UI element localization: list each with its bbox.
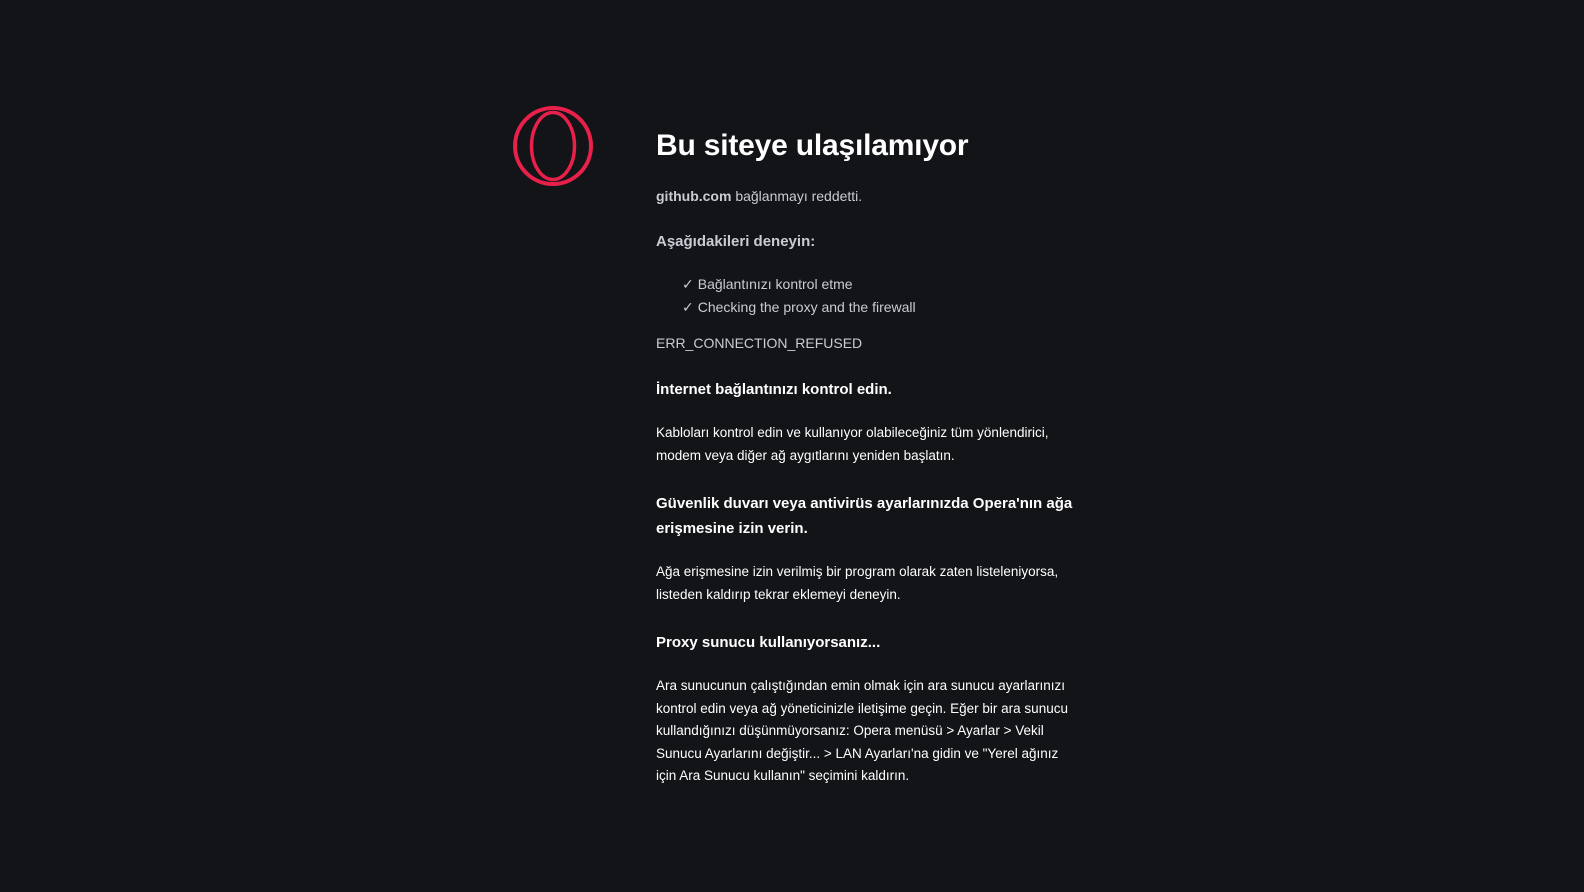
suggestion-label: Bağlantınızı kontrol etme bbox=[697, 276, 853, 292]
page-title: Bu siteye ulaşılamıyor bbox=[656, 129, 969, 162]
suggestion-label: Checking the proxy and the firewall bbox=[697, 299, 916, 315]
section-title: İnternet bağlantınızı kontrol edin. bbox=[656, 381, 892, 398]
section-body: Ara sunucunun çalıştığından emin olmak için ara sunucu ayarlarınızı kontrol edin veya ağ yöneticinizle iletişime geçin. Eğer bir ara sunucu kullandığınızı düşünmüyorsanız: Opera menüsü > Ayarlar > Vekil Sunucu Ayarlarını değiştir... > LAN Ayarları'na gidin ve "Yerel ağınız için Ara Sunucu kullanın" seçimini kaldırın. bbox=[656, 678, 1068, 783]
opera-logo-icon bbox=[512, 105, 594, 187]
suggestion-list bbox=[656, 273, 1076, 319]
section-title: Güvenlik duvarı veya antivirüs ayarlarınızda Opera'nın ağa erişmesine izin verin. bbox=[656, 495, 1073, 537]
checkmark-icon: ✓ bbox=[682, 299, 694, 315]
section-body: Kabloları kontrol edin ve kullanıyor olabileceğiniz tüm yönlendirici, modem veya diğer ağ aygıtlarını yeniden başlatın. bbox=[656, 425, 1049, 463]
error-content bbox=[656, 120, 1076, 788]
section-title: Proxy sunucu kullanıyorsanız... bbox=[656, 634, 881, 651]
suggestion-item bbox=[682, 273, 1076, 296]
error-reason bbox=[656, 186, 1076, 206]
error-host: github.com bbox=[656, 188, 732, 204]
checkmark-icon: ✓ bbox=[682, 276, 694, 292]
error-code: ERR_CONNECTION_REFUSED bbox=[656, 335, 863, 351]
try-heading: Aşağıdakileri deneyin: bbox=[656, 233, 816, 250]
section-body: Ağa erişmesine izin verilmiş bir program olarak zaten listeleniyorsa, listeden kaldırıp tekrar eklemeyi deneyin. bbox=[656, 564, 1059, 602]
error-reason-text: bağlanmayı reddetti. bbox=[731, 188, 863, 204]
suggestion-item bbox=[682, 296, 1076, 319]
